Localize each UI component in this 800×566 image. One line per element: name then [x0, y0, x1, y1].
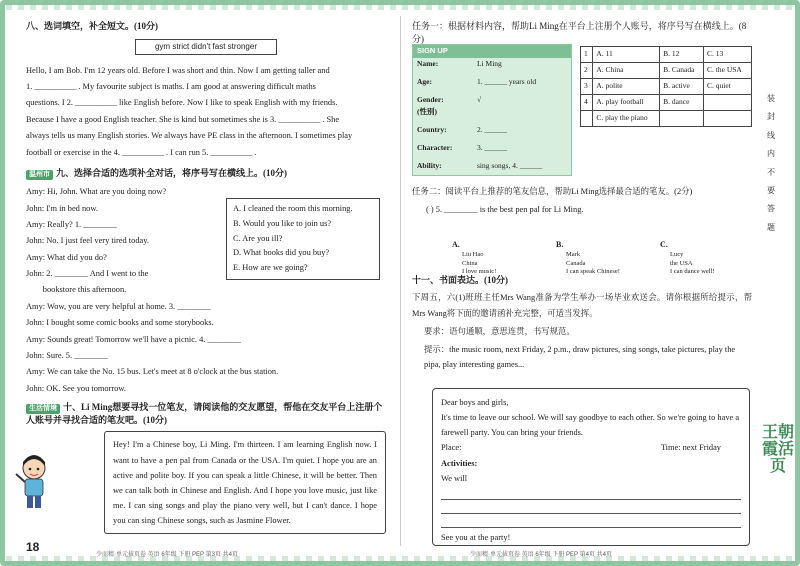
signup-form [412, 44, 572, 176]
option-item: D. What books did you buy? [233, 248, 330, 258]
left-page [26, 18, 386, 544]
signup-label: Age: [417, 77, 432, 86]
invitation-letter [432, 388, 750, 546]
dialog-line: John: I bought some comic books and some storybooks. [26, 318, 214, 328]
dialog-line: John: 2. ________ And I went to the [26, 269, 149, 279]
writing-line[interactable] [441, 514, 741, 528]
options-row [581, 111, 752, 127]
section-11-prompt: 下周五，六(1)班班主任Mrs Wang准备为学生举办一场毕业欢送会。请你根据所给提示，帮Mrs Wang将下面的邀请函补充完整，可适当发挥。 [412, 293, 752, 318]
margin-char: 封 [767, 112, 775, 122]
options-cell: A. China [593, 63, 660, 79]
we-will-label: We will [441, 473, 468, 483]
word-bank: gym strict didn't fast stronger [135, 39, 277, 55]
options-cell: 3 [581, 79, 593, 95]
passage-line: Hello, I am Bob. I'm 12 years old. Before I was short and thin. Now I am getting taller and [26, 65, 330, 75]
pen-pal-info: the USA [670, 259, 693, 267]
signup-value: sing songs, 4. ______ [477, 161, 543, 170]
options-row [581, 79, 752, 95]
option-item: A. I cleaned the room this morning. [233, 204, 353, 214]
section-11-title: 十一、书面表达。(10分) [412, 275, 508, 285]
signup-value: √ [477, 95, 482, 104]
options-row [581, 95, 752, 111]
dialog-line: bookstore this afternoon. [26, 285, 127, 295]
options-cell: A. 11 [593, 47, 660, 63]
margin-char: 答 [767, 204, 775, 214]
page-number: 18 [26, 539, 40, 554]
dialog-line: Amy: Wow, you are very helpful at home. 3. ________ [26, 301, 211, 311]
options-cell: A. polite [593, 79, 660, 95]
margin-char: 不 [767, 167, 775, 177]
section-8-title: 八、选词填空，补全短文。(10分) [26, 21, 158, 31]
pen-pal-info: Mark [566, 250, 581, 258]
dialog-line: Amy: What did you do? [26, 252, 107, 262]
section-8-passage [26, 63, 386, 161]
dialog-line: Amy: Sounds great! Tomorrow we'll have a picnic. 4. ________ [26, 334, 241, 344]
dialog-line: Amy: We can take the No. 15 bus. Let's meet at 8 o'clock at the bus station. [26, 367, 279, 377]
page-divider [400, 16, 401, 546]
signup-label: Name: [417, 59, 439, 68]
signup-value: 1. ______ years old [477, 77, 537, 86]
pen-pal-info: China [462, 259, 478, 267]
pen-pal-letter: A. [452, 240, 460, 249]
options-row [581, 47, 752, 63]
pen-pal-info: I can dance well! [670, 268, 715, 276]
options-cell [581, 111, 593, 127]
options-cell: B. 12 [660, 47, 704, 63]
section-10-title: 生活情境 十、Li Ming想要寻找一位笔友，请阅读他的交友愿望，帮他在交友平台上注册个人账号并寻找合适的笔友吧。(10分) [26, 402, 383, 426]
options-cell: C. play the piano [593, 111, 660, 127]
pen-pal-info: Canada [566, 259, 586, 267]
signup-label: (性别) [417, 107, 437, 116]
signup-label: Country: [417, 125, 447, 134]
options-cell [660, 111, 704, 127]
passage-line: Because I have a good English teacher. She is kind but sometimes she is 3. __________ . She [26, 114, 340, 124]
margin-char: 装 [767, 94, 775, 103]
signup-value: 3. ______ [477, 143, 507, 152]
passage-line: football or exercise in the 4. __________ . I can run 5. __________ . [26, 147, 257, 157]
options-cell: B. active [660, 79, 704, 95]
option-item: C. Are you ill? [233, 233, 283, 243]
pen-pal-info: I love music! [462, 268, 497, 276]
dialog-line: John: OK. See you tomorrow. [26, 383, 126, 393]
writing-line[interactable] [441, 486, 741, 500]
li-ming-story: Hey! I'm a Chinese boy, Li Ming. I'm thirteen. I am learning English now. I want to have a pen pal from Canada or the USA. I'm quiet. I hope you are an active and polite boy. If you can speak a little Chinese, it will be better. Then we can talk both in Chinese and English. And I hope you love music, just like me. I can sing songs and play the piano very well, but I can't dance. I hope you can sing Chinese songs, such as Jasmine Flower. [104, 431, 386, 534]
right-page [412, 18, 752, 544]
passage-line: always tells us many English stories. We always have PE class in the afternoon. I sometimes play [26, 131, 353, 141]
margin-char: 线 [767, 130, 775, 140]
task-2-title: 任务二：阅读平台上推荐的笔友信息，帮助Li Ming选择最合适的笔友。(2分) [412, 187, 693, 196]
section-9-title: 温州市 九、选择合适的选项补全对话，将序号写在横线上。(10分) [26, 167, 386, 180]
left-footer: 少而精·单元拔页卷 英语 6年级 下册 PEP 第3页 共4页 [96, 552, 238, 559]
pen-pal-card [452, 240, 544, 277]
pen-pal-letter: C. [660, 240, 668, 249]
pen-pal-letter: B. [556, 240, 564, 249]
pen-pal-card [556, 240, 648, 277]
time-label: Time: next Friday [660, 443, 721, 453]
options-cell [704, 95, 752, 111]
options-cell [704, 111, 752, 127]
option-item: B. Would you like to join us? [233, 218, 332, 228]
pen-pal-info: I can speak Chinese! [566, 268, 620, 276]
signup-label: Ability: [417, 161, 442, 170]
letter-body: It's time to leave our school. We will say goodbye to each other. So we're going to have a farewell party. You can bring your friends. [441, 413, 740, 438]
margin-char: 题 [767, 222, 775, 232]
top-border-decoration [6, 2, 794, 10]
dialog-line: John: No. I just feel very tired today. [26, 236, 149, 246]
dialog-line: Amy: Really? 1. ________ [26, 219, 117, 229]
options-cell: 1 [581, 47, 593, 63]
options-cell: B. Canada [660, 63, 704, 79]
signup-value: 2. ______ [477, 125, 507, 134]
section-9-dialog [26, 184, 386, 397]
pen-pal-card [660, 240, 752, 277]
region-chip: 温州市 [26, 170, 53, 180]
options-row [581, 63, 752, 79]
context-chip: 生活情境 [26, 404, 60, 414]
margin-char: 内 [767, 149, 775, 159]
signup-label: Gender: [417, 95, 444, 104]
dialog-line: John: Sure. 5. ________ [26, 351, 108, 361]
letter-greeting: Dear boys and girls, [441, 398, 509, 407]
section-11-hint: 提示：the music room, next Friday, 2 p.m., draw pictures, sing songs, take pictures, play the pipa, play interesting games... [424, 345, 736, 370]
options-table [580, 46, 752, 127]
options-cell: B. dance [660, 95, 704, 111]
passage-line: 1. __________ . My favourite subject is maths. I am good at answering difficult maths [26, 82, 316, 92]
options-cell: C. quiet [704, 79, 752, 95]
section-11-requirement: 要求：语句通顺，意思连贯，书写规范。 [424, 327, 575, 336]
writing-line[interactable] [441, 500, 741, 514]
margin-char: 要 [767, 185, 775, 195]
activities-label: Activities: [441, 458, 478, 468]
options-cell: 2 [581, 63, 593, 79]
dialog-line: Amy: Hi, John. What are you doing now? [26, 187, 167, 197]
options-cell: 4 [581, 95, 593, 111]
right-footer: 少而精·单元拔页卷 英语 6年级 下册 PEP 第4页 共4页 [470, 552, 612, 559]
pen-pal-info: Lucy [670, 250, 684, 258]
brand-logo: 王朝霞活页 [761, 424, 794, 475]
binding-margin-text [764, 90, 778, 237]
signup-value: Li Ming [477, 59, 502, 68]
section-9-options [226, 198, 380, 280]
signup-label: Character: [417, 143, 453, 152]
place-label: Place: [441, 443, 462, 453]
option-item: E. How are we going? [233, 262, 308, 272]
options-cell: C. the USA [704, 63, 752, 79]
pen-pal-info: Liu Hao [462, 250, 484, 258]
options-cell: A. play football [593, 95, 660, 111]
boy-illustration [12, 454, 56, 510]
options-cell: C. 13 [704, 47, 752, 63]
dialog-line: John: I'm in bed now. [26, 203, 98, 213]
task-1-title: 任务一：根据材料内容，帮助Li Ming在平台上注册个人账号，将序号写在横线上。(8分) [412, 21, 747, 45]
passage-line: questions. I 2. __________ like English before. Now I like to speak English with my friends. [26, 98, 338, 108]
letter-closing: See you at the party! [441, 532, 511, 542]
signup-header: SIGN UP [413, 45, 571, 58]
task-2-question: ( ) 5. ________ is the best pen pal for Li Ming. [426, 205, 584, 214]
